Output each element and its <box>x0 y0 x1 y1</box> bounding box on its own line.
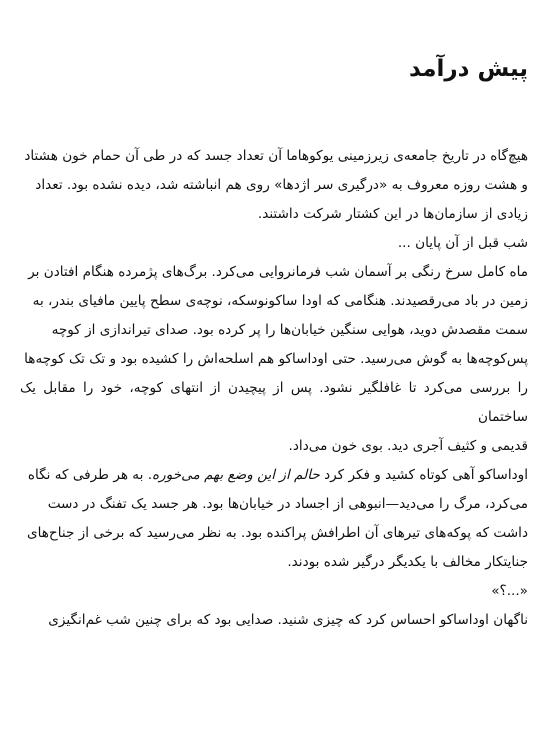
text-line: ماه کامل سرخ رنگی بر آسمان شب فرمانروایی می‌کرد. برگ‌های پژمرده هنگام افتادن بر <box>28 264 528 280</box>
text-line: «...؟» <box>491 583 528 599</box>
chapter-title: پیش درآمد <box>409 56 528 82</box>
text-line <box>20 461 528 490</box>
text-line: سمت مقصدش دوید، هوایی سنگین خیابان‌ها را پر کرده بود. صدای تیراندازی از کوچه <box>51 322 528 338</box>
text-line: قدیمی و کثیف آجری دید. بوی خون می‌داد. <box>288 438 528 454</box>
text-segment: اوداساکو آهی کوتاه کشید و فکر کرد <box>319 467 528 483</box>
text-line: شب قبل از آن پایان ... <box>397 235 528 251</box>
text-line: ناگهان اوداساکو احساس کرد که چیزی شنید. صدایی بود که برای چنین شب غم‌انگیزی <box>48 612 528 628</box>
text-line: زمین در باد می‌رقصیدند. هنگامی که اودا ساکونوسکه، نوچه‌ی سطح پایین مافیای بندر، به <box>32 293 528 309</box>
paragraph-2 <box>20 229 528 258</box>
text-line: می‌کرد، مرگ را می‌دید—انبوهی از اجساد در خیابان‌ها بود. هر جسد یک تفنگ در دست <box>47 496 528 512</box>
text-line: جنایتکار مخالف با یکدیگر درگیر شده بودند. <box>287 554 528 570</box>
paragraph-5 <box>20 577 528 606</box>
text-line: پس‌کوچه‌ها به گوش می‌رسید. حتی اوداساکو هم اسلحه‌اش را کشیده بود و تک تک کوچه‌ها <box>24 351 528 367</box>
text-line: زیادی از سازمان‌ها در این کشتار شرکت داشتند. <box>257 206 528 222</box>
text-line: را بررسی می‌کرد تا غافلگیر نشود. پس از پیچیدن از انتهای کوچه، خود را مقابل یک ساختمان <box>20 380 528 425</box>
text-line: و هشت روزه معروف به «درگیری سر اژدها» روی هم انباشته شد، دیده نشده بود. تعداد <box>35 177 528 193</box>
paragraph-6 <box>20 606 528 635</box>
paragraph-4 <box>20 461 528 577</box>
text-segment: . به هر طرفی که نگاه <box>27 467 153 483</box>
body-text <box>20 142 528 635</box>
paragraph-1 <box>20 142 528 229</box>
paragraph-3 <box>20 258 528 461</box>
text-line: داشت که پوکه‌های تیرهای آن اطرافش پراکنده بود. به نظر می‌رسید که برخی از جناح‌های <box>26 525 528 541</box>
italic-thought: حالم از این وضع بهم می‌خوره <box>152 467 320 483</box>
text-line: هیچ‌گاه در تاریخ جامعه‌ی زیرزمینی یوکوهاما آن تعداد جسد که در طی آن حمام خون هشتاد <box>24 148 528 164</box>
